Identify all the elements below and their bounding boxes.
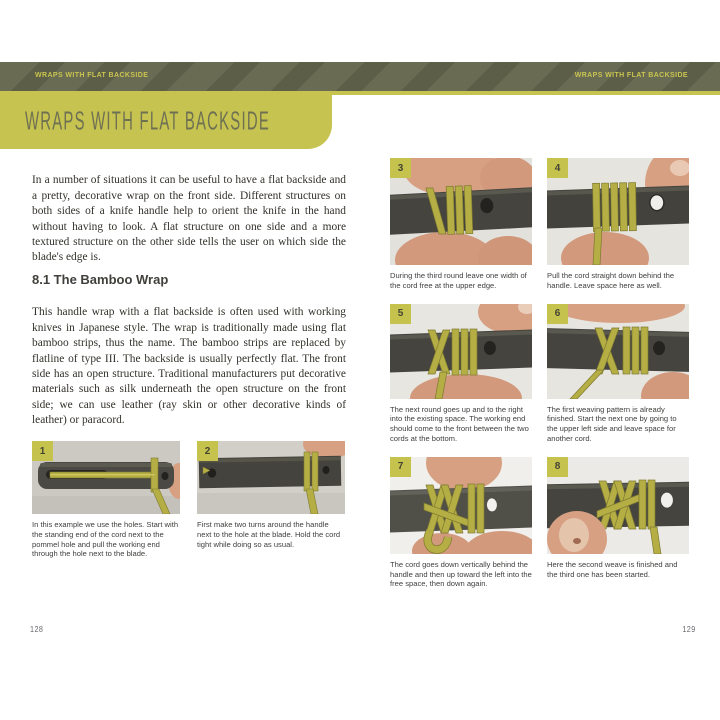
figure-6 (547, 304, 689, 444)
section-heading: 8.1 The Bamboo Wrap (32, 271, 169, 287)
photo-illustration-second-cross (390, 457, 532, 554)
figure-4 (547, 158, 689, 291)
figure-8 (547, 457, 689, 580)
figure-caption: Pull the cord straight down behind the handle. Leave space here as well. (547, 271, 675, 290)
photo-illustration-handle-cord-start (32, 441, 180, 514)
figure-caption: In this example we use the holes. Start with the standing end of the cord next to the pommel hole and pull the working end through the hole next to the blade. (32, 520, 179, 559)
figure-caption: During the third round leave one width of the cord free at the upper edge. (390, 271, 527, 290)
figure-photo-1 (32, 441, 180, 514)
photo-illustration-third-round (390, 158, 532, 265)
page-number-left: 128 (30, 624, 44, 634)
figure-photo-6 (547, 304, 689, 399)
figure-number-badge: 3 (390, 158, 411, 178)
chapter-title: WRAPS WITH FLAT BACKSIDE (25, 106, 270, 137)
photo-illustration-cord-down-behind (547, 158, 689, 265)
figure-number-badge: 5 (390, 304, 411, 324)
figure-number-badge: 8 (547, 457, 568, 477)
photo-illustration-two-turns (197, 441, 345, 514)
figure-number-badge: 1 (32, 441, 53, 461)
running-head-right: WRAPS WITH FLAT BACKSIDE (574, 72, 688, 79)
photo-illustration-first-weave-finished (547, 304, 689, 399)
figure-1 (32, 441, 180, 559)
figure-photo-4 (547, 158, 689, 265)
figure-photo-7 (390, 457, 532, 554)
figure-7 (390, 457, 532, 589)
left-page-figure-row (32, 441, 345, 559)
figure-number-badge: 6 (547, 304, 568, 324)
running-head-left: WRAPS WITH FLAT BACKSIDE (35, 72, 149, 79)
figure-5 (390, 304, 532, 444)
figure-photo-5 (390, 304, 532, 399)
figure-caption: First make two turns around the handle next to the hole at the blade. Hold the cord tight while doing so as usual. (197, 520, 341, 549)
page-number-right: 129 (682, 624, 696, 634)
figure-photo-2 (197, 441, 345, 514)
intro-paragraph: In a number of situations it can be useful to have a flat backside and a pretty, decorative wrap on the front side. Different structures on both sides of a knife handle help to orient the knife in the hand without having to look. A flat structure on one side and a more textured structure on the other side tells the user on which side the blade's edge is. (32, 174, 346, 264)
figure-caption: The cord goes down vertically behind the handle and then up toward the left into the free space, then down again. (390, 559, 532, 589)
photo-illustration-third-weave-started (547, 457, 689, 554)
figure-3 (390, 158, 532, 291)
figure-number-badge: 7 (390, 457, 411, 477)
section-paragraph: This handle wrap with a flat backside is often used with working knives in Japanese style. The wrap is traditionally made using flat bamboo strips, thus the name. The bamboo strips are replaced by flatline of type III. The backside is usually perfectly flat. The front side has an open structure. Traditional manufacturers put decorative materials such as silk underneath the open structure on the front side; we can use leather (ray skin or other decorative kinds of leather) or paracord. (32, 306, 346, 427)
figure-photo-3 (390, 158, 532, 265)
right-page-figure-grid (390, 158, 690, 589)
figure-caption: The next round goes up and to the right into the existing space. The working end should come to the front between the two cords at the bottom. (390, 404, 529, 443)
figure-caption: The first weaving pattern is already finished. Start the next one by going to the upper left side and leave space for another cord. (547, 404, 677, 443)
figure-number-badge: 2 (197, 441, 218, 461)
figure-2 (197, 441, 345, 559)
photo-illustration-first-cross (390, 304, 532, 399)
figure-photo-8 (547, 457, 689, 554)
figure-caption: Here the second weave is finished and the third one has been started. (547, 559, 678, 579)
figure-number-badge: 4 (547, 158, 568, 178)
